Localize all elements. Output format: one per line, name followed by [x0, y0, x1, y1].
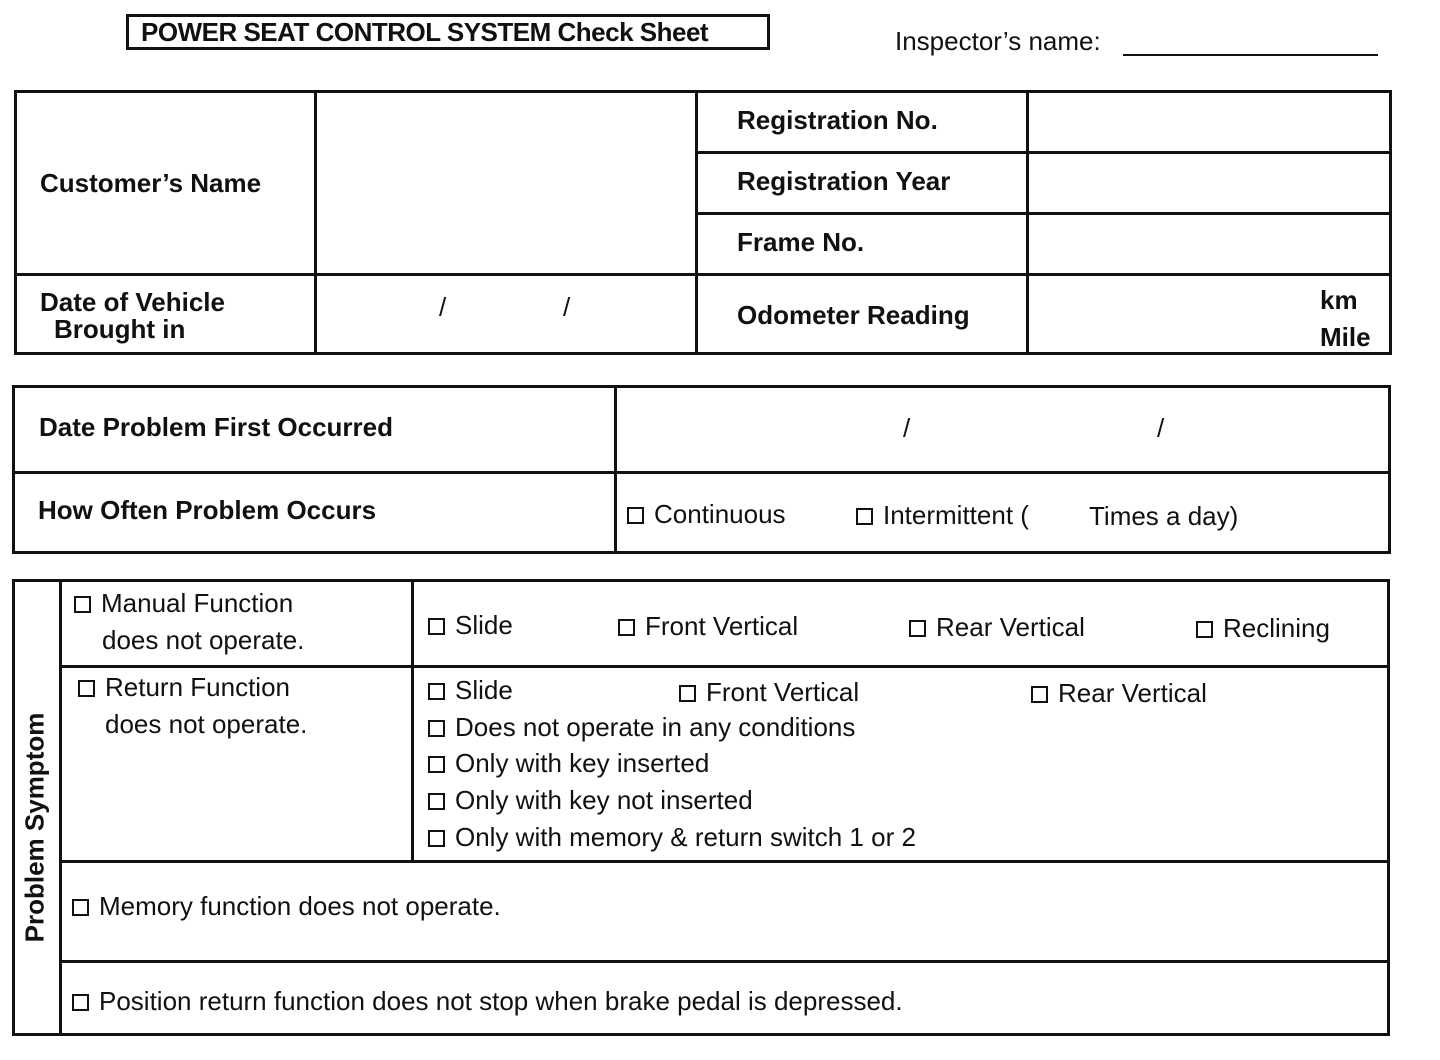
date-separator: / — [903, 413, 911, 443]
checkbox-icon[interactable] — [72, 899, 89, 916]
return-function-option[interactable]: Return Function — [78, 672, 290, 702]
date-separator: / — [1157, 413, 1165, 443]
customer-name-field[interactable] — [318, 93, 694, 273]
frame-no-field[interactable] — [1030, 215, 1390, 273]
odometer-field[interactable] — [1030, 276, 1310, 352]
inspector-name-field[interactable] — [1123, 54, 1378, 56]
memory-function-option[interactable]: Memory function does not operate. — [72, 891, 501, 921]
return-condition-any[interactable]: Does not operate in any conditions — [428, 712, 855, 742]
manual-function-option[interactable]: Manual Function — [74, 588, 293, 618]
odometer-unit-mile: Mile — [1320, 322, 1371, 352]
return-front-vertical-option[interactable]: Front Vertical — [679, 677, 859, 707]
return-condition-key-not-inserted[interactable]: Only with key not inserted — [428, 785, 753, 815]
divider — [59, 579, 62, 1036]
return-slide-option[interactable]: Slide — [428, 675, 513, 705]
checkbox-icon[interactable] — [627, 507, 644, 524]
intermittent-option[interactable]: Intermittent ( — [856, 500, 1029, 530]
checkbox-icon[interactable] — [856, 508, 873, 525]
inspector-name-label: Inspector’s name: — [895, 26, 1101, 56]
return-condition-memory-switch[interactable]: Only with memory & return switch 1 or 2 — [428, 822, 916, 852]
odometer-label: Odometer Reading — [737, 300, 970, 330]
manual-front-vertical-option[interactable]: Front Vertical — [618, 611, 798, 641]
checkbox-icon[interactable] — [428, 756, 445, 773]
registration-no-label: Registration No. — [737, 105, 938, 135]
checkbox-icon[interactable] — [618, 619, 635, 636]
date-separator: / — [439, 292, 447, 322]
manual-function-label-line2: does not operate. — [102, 625, 305, 655]
divider — [61, 960, 1390, 963]
first-occurred-label: Date Problem First Occurred — [39, 412, 393, 442]
checkbox-icon[interactable] — [78, 680, 95, 697]
date-brought-in-field[interactable] — [318, 276, 694, 352]
problem-symptom-label: Problem Symptom — [19, 712, 50, 943]
date-separator: / — [563, 292, 571, 322]
divider — [695, 90, 698, 355]
checkbox-icon[interactable] — [679, 685, 696, 702]
manual-reclining-option[interactable]: Reclining — [1196, 613, 1330, 643]
frame-no-label: Frame No. — [737, 227, 865, 257]
registration-year-field[interactable] — [1030, 154, 1390, 212]
checkbox-icon[interactable] — [74, 596, 91, 613]
first-occurred-field[interactable] — [618, 388, 1388, 471]
divider — [61, 665, 1390, 668]
divider — [411, 579, 414, 861]
position-return-option[interactable]: Position return function does not stop when brake pedal is depressed. — [72, 986, 903, 1016]
how-often-label: How Often Problem Occurs — [38, 495, 377, 525]
page-title: POWER SEAT CONTROL SYSTEM Check Sheet — [126, 14, 770, 50]
checkbox-icon[interactable] — [428, 793, 445, 810]
return-function-label-line2: does not operate. — [105, 709, 308, 739]
divider — [12, 471, 1391, 474]
divider — [314, 90, 317, 355]
registration-no-field[interactable] — [1030, 93, 1390, 151]
checkbox-icon[interactable] — [909, 620, 926, 637]
times-a-day-label: Times a day) — [1089, 501, 1239, 531]
date-brought-in-label-line1: Date of Vehicle — [40, 287, 225, 317]
divider — [614, 385, 617, 554]
continuous-option[interactable]: Continuous — [627, 499, 786, 529]
checkbox-icon[interactable] — [72, 994, 89, 1011]
checkbox-icon[interactable] — [428, 618, 445, 635]
odometer-unit-km: km — [1320, 285, 1358, 315]
return-rear-vertical-option[interactable]: Rear Vertical — [1031, 678, 1207, 708]
divider — [61, 860, 1390, 863]
manual-slide-option[interactable]: Slide — [428, 610, 513, 640]
manual-rear-vertical-option[interactable]: Rear Vertical — [909, 612, 1085, 642]
checkbox-icon[interactable] — [428, 720, 445, 737]
checkbox-icon[interactable] — [428, 683, 445, 700]
checkbox-icon[interactable] — [1196, 621, 1213, 638]
divider — [1026, 90, 1029, 355]
customer-name-label: Customer’s Name — [40, 168, 262, 198]
checkbox-icon[interactable] — [1031, 686, 1048, 703]
date-brought-in-label-line2: Brought in — [54, 314, 186, 344]
checkbox-icon[interactable] — [428, 830, 445, 847]
registration-year-label: Registration Year — [737, 166, 951, 196]
return-condition-key-inserted[interactable]: Only with key inserted — [428, 748, 709, 778]
